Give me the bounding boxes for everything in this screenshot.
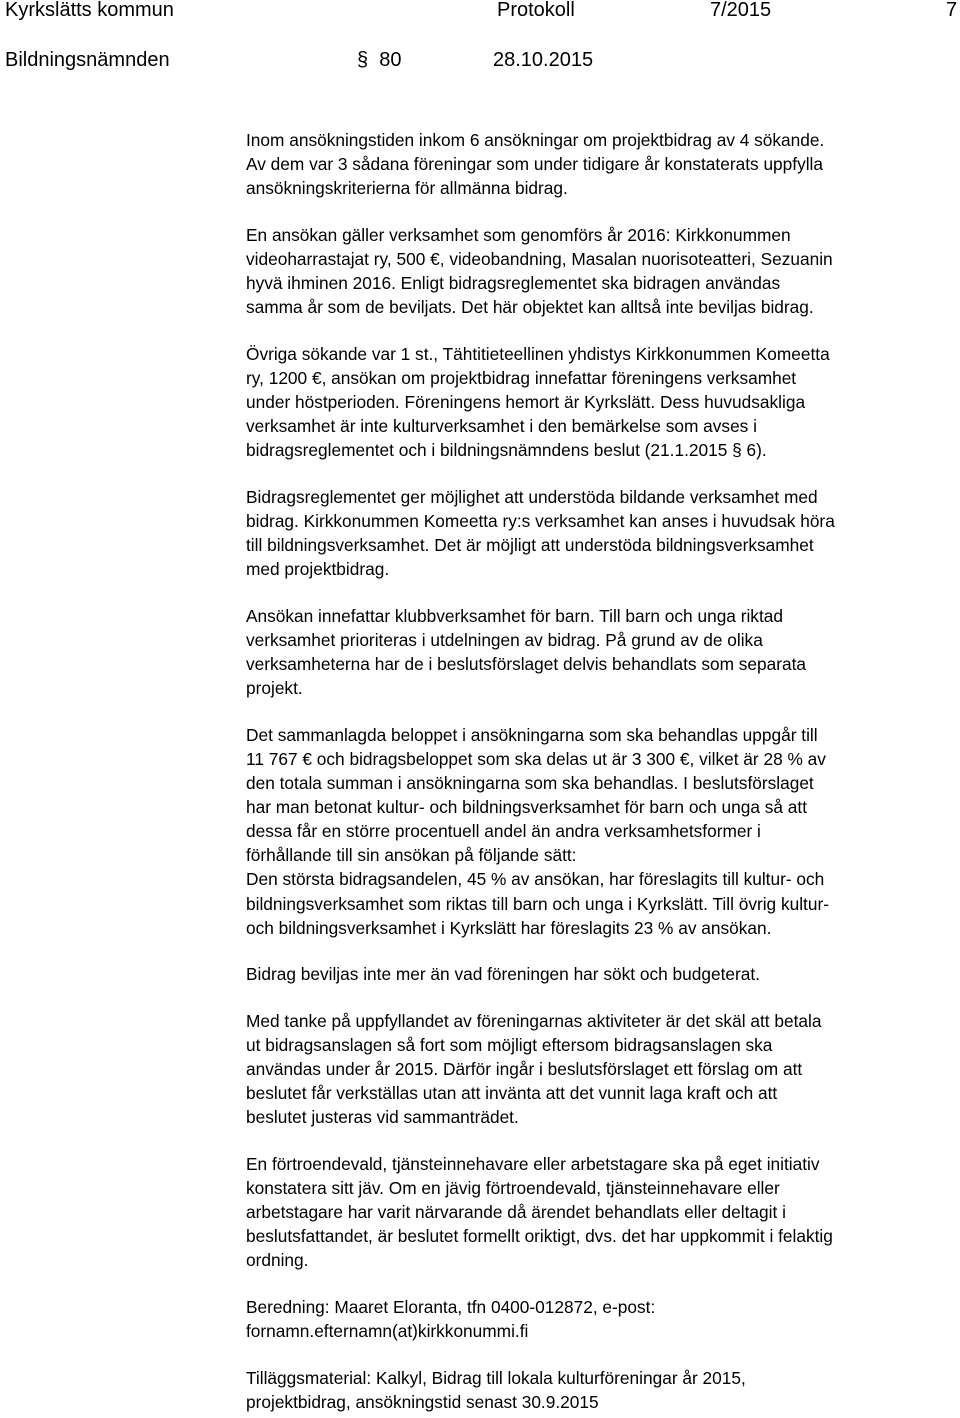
- paragraph-p11: [246, 1366, 954, 1414]
- text-line: hyvä ihminen 2016. Enligt bidragsreglementet ska bidragen användas: [246, 273, 781, 294]
- text-line: Ansökan innefattar klubbverksamhet för barn. Till barn och unga riktad: [246, 605, 783, 626]
- text-line: Beredning: Maaret Eloranta, tfn 0400-012872, e-post:: [246, 1297, 656, 1318]
- paragraph-p6: [246, 723, 954, 940]
- text-line: En förtroendevald, tjänsteinnehavare eller arbetstagare ska på eget initiativ: [246, 1154, 820, 1175]
- text-line: Med tanke på uppfyllandet av föreningarnas aktiviteter är det skäl att betala: [246, 1010, 822, 1031]
- text-line: Den största bidragsandelen, 45 % av ansökan, har föreslagits till kultur- och: [246, 869, 825, 890]
- paragraph-p3: [246, 342, 954, 462]
- text-line: dessa får en större procentuell andel än andra verksamhetsformer i: [246, 821, 761, 842]
- text-line: verksamhet är inte kulturverksamhet i den bemärkelse som avses i: [246, 416, 757, 437]
- text-line: fornamn.efternamn(at)kirkkonummi.fi: [246, 1321, 529, 1342]
- text-line: verksamhet prioriteras i utdelningen av bidrag. På grund av de olika: [246, 629, 763, 650]
- text-line: bidrag. Kirkkonummen Komeetta ry:s verksamhet kan anses i huvudsak höra: [246, 511, 835, 531]
- paragraph-p10: [246, 1295, 954, 1343]
- text-line: Tilläggsmaterial: Kalkyl, Bidrag till lokala kulturföreningar år 2015,: [246, 1367, 746, 1388]
- text-line: Av dem var 3 sådana föreningar som under tidigare år konstaterats uppfylla: [246, 154, 824, 175]
- text-line: har man betonat kultur- och bildningsverksamhet för barn och unga så att: [246, 797, 807, 818]
- text-line: beslutet justeras vid sammanträdet.: [246, 1107, 519, 1128]
- text-line: Bidragsreglementet ger möjlighet att understöda bildande verksamhet med: [246, 486, 818, 507]
- text-line: förhållande till sin ansökan på följande sätt:: [246, 845, 577, 866]
- text-line: konstatera sitt jäv. Om en jävig förtroendevald, tjänsteinnehavare eller: [246, 1178, 780, 1199]
- text-line: projekt.: [246, 678, 303, 699]
- document-body: [246, 128, 954, 1414]
- page-header-top: [0, 0, 960, 23]
- text-line: arbetstagare har varit närvarande då ärendet behandlats eller deltagit i: [246, 1202, 786, 1223]
- text-line: En ansökan gäller verksamhet som genomförs år 2016: Kirkkonummen: [246, 224, 791, 245]
- text-line: med projektbidrag.: [246, 559, 390, 580]
- paragraph-p5: [246, 604, 954, 700]
- text-line: videoharrastajat ry, 500 €, videobandning, Masalan nuorisoteatteri, Sezuanin: [246, 248, 833, 269]
- text-line: beslutsfattandet, är beslutet formellt oriktigt, dvs. det har uppkommit i felaktig: [246, 1226, 833, 1247]
- section-reference: [357, 47, 402, 73]
- text-line: ordning.: [246, 1250, 309, 1271]
- paragraph-p8: [246, 1009, 954, 1129]
- text-line: verksamheterna har de i beslutsförslaget delvis behandlats som separata: [246, 654, 807, 675]
- text-line: till bildningsverksamhet. Det är möjligt att understöda bildningsverksamhet: [246, 535, 814, 556]
- paragraph-p7: [246, 962, 954, 986]
- page-number: 7: [946, 0, 958, 21]
- section-number: 80: [379, 49, 402, 71]
- text-line: ansökningskriterierna för allmänna bidrag.: [246, 178, 568, 199]
- text-line: den totala summan i ansökningarna som ska behandlas. I beslutsförslaget: [246, 773, 814, 794]
- text-line: Det sammanlagda beloppet i ansökningarna som ska behandlas uppgår till: [246, 724, 818, 745]
- text-line: Övriga sökande var 1 st., Tähtitieteellinen yhdistys Kirkkonummen Komeetta: [246, 343, 830, 364]
- text-line: 11 767 € och bidragsbeloppet som ska delas ut är 3 300 €, vilket är 28 % av: [246, 748, 826, 769]
- text-line: projektbidrag, ansökningstid senast 30.9.2015: [246, 1391, 599, 1412]
- text-line: Inom ansökningstiden inkom 6 ansökningar om projektbidrag av 4 sökande.: [246, 130, 825, 150]
- paragraph-p1: [246, 128, 954, 200]
- section-sign: §: [357, 49, 369, 71]
- protocol-issue: 7/2015: [710, 0, 772, 21]
- text-line: bidragsreglementet och i bildningsnämndens beslut (21.1.2015 § 6).: [246, 440, 767, 461]
- text-line: bildningsverksamhet som riktas till barn och unga i Kyrkslätt. Till övrig kultur-: [246, 893, 829, 914]
- meeting-date: 28.10.2015: [493, 49, 594, 71]
- board-name: Bildningsnämnden: [5, 49, 170, 71]
- page-header-bottom: [0, 47, 960, 73]
- paragraph-p2: [246, 223, 954, 319]
- text-line: samma år som de beviljats. Det här objektet kan alltså inte beviljas bidrag.: [246, 297, 814, 318]
- text-line: under höstperioden. Föreningens hemort är Kyrkslätt. Dess huvudsakliga: [246, 392, 806, 413]
- paragraph-p4: [246, 485, 954, 581]
- text-line: och bildningsverksamhet i Kyrkslätt har föreslagits 23 % av ansökan.: [246, 917, 772, 938]
- text-line: ut bidragsanslagen så fort som möjligt eftersom bidragsanslagen ska: [246, 1035, 773, 1056]
- text-line: användas under år 2015. Därför ingår i beslutsförslaget ett förslag om att: [246, 1059, 803, 1080]
- paragraph-p9: [246, 1152, 954, 1272]
- text-line: ry, 1200 €, ansökan om projektbidrag innefattar föreningens verksamhet: [246, 367, 797, 388]
- text-line: beslutet får verkställas utan att invänta att det vunnit laga kraft och att: [246, 1083, 778, 1104]
- document-type: Protokoll: [497, 0, 575, 21]
- text-line: Bidrag beviljas inte mer än vad föreningen har sökt och budgeterat.: [246, 964, 760, 985]
- municipality-name: Kyrkslätts kommun: [5, 0, 174, 21]
